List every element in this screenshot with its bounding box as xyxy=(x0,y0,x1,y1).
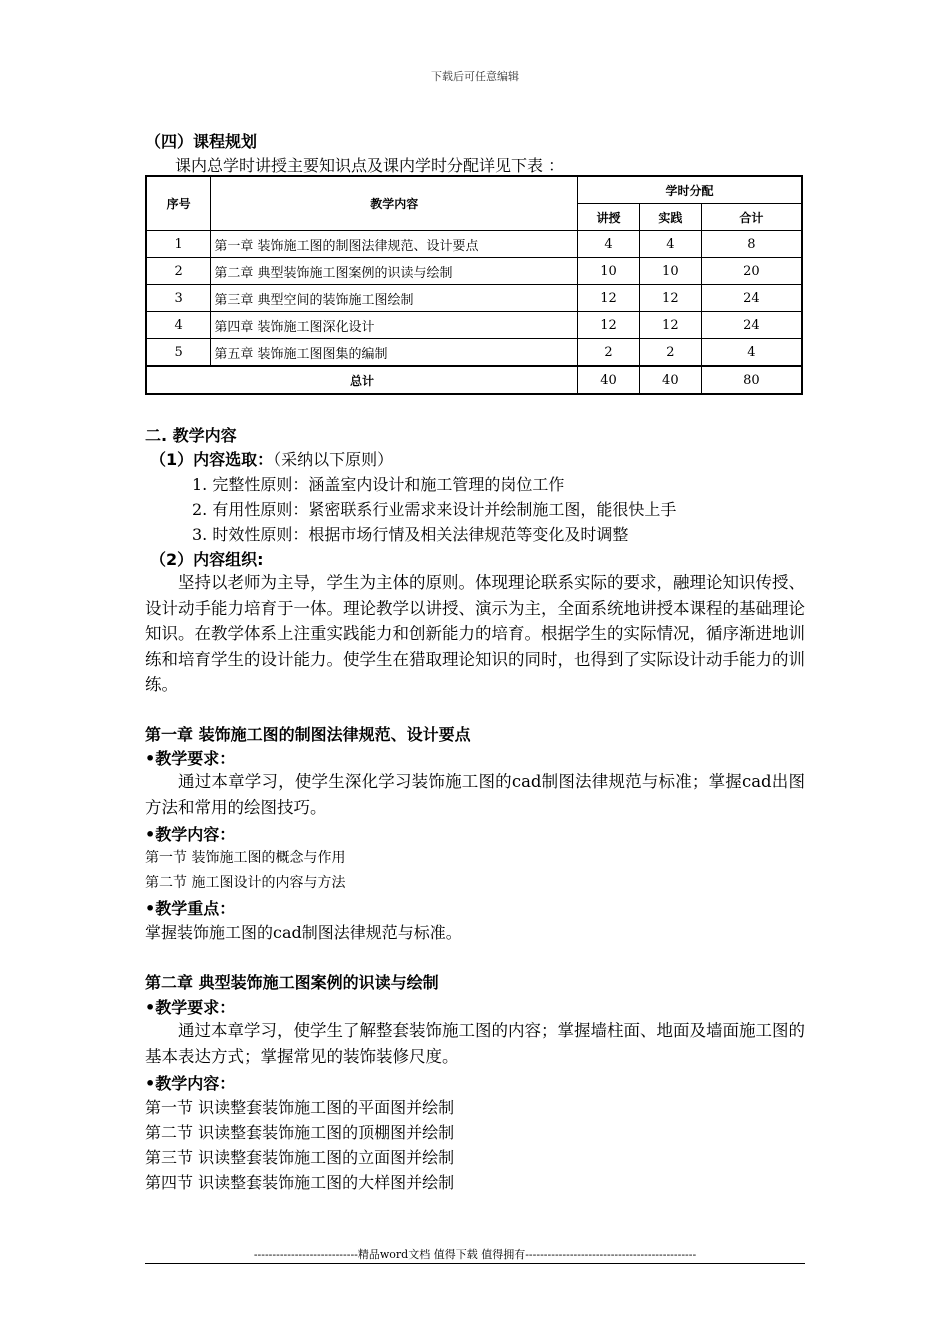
selection-line xyxy=(150,447,393,470)
table-row xyxy=(146,258,802,285)
table-row xyxy=(146,312,802,339)
row-practice: 4 xyxy=(639,231,701,258)
row-no: 4 xyxy=(146,312,211,339)
selection-note: （采纳以下原则） xyxy=(273,450,394,469)
sum-total: 80 xyxy=(701,366,802,394)
chapter2-req-label: •教学要求： xyxy=(145,998,236,1017)
header-practice: 实践 xyxy=(639,204,701,231)
chapter1-section-1: 第一节 装饰施工图的概念与作用 xyxy=(145,850,346,866)
chapter1-req-label: •教学要求： xyxy=(145,749,236,768)
chapter1-focus-label: •教学重点： xyxy=(145,899,236,918)
row-no: 3 xyxy=(146,285,211,312)
row-total: 24 xyxy=(701,312,802,339)
row-lecture: 12 xyxy=(578,312,640,339)
row-content: 第三章 典型空间的装饰施工图绘制 xyxy=(211,285,578,312)
course-plan-table xyxy=(145,175,803,395)
selection-label: （1）内容选取： xyxy=(150,450,274,469)
row-lecture: 12 xyxy=(578,285,640,312)
principle-1: 1. 完整性原则：涵盖室内设计和施工管理的岗位工作 xyxy=(192,475,565,494)
organization-label: （2）内容组织: xyxy=(150,550,264,569)
row-practice: 10 xyxy=(639,258,701,285)
row-total: 8 xyxy=(701,231,802,258)
sum-practice: 40 xyxy=(639,366,701,394)
chapter2-section-3: 第三节 识读整套装饰施工图的立面图并绘制 xyxy=(145,1148,455,1167)
sum-label: 总计 xyxy=(146,366,578,394)
chapter2-section-4: 第四节 识读整套装饰施工图的大样图并绘制 xyxy=(145,1173,455,1192)
page-footer: ----------------------------精品word文档 值得下载 值得拥有---------------------------------------------- xyxy=(253,1248,697,1261)
row-practice: 12 xyxy=(639,312,701,339)
row-practice: 12 xyxy=(639,285,701,312)
chapter1-req-text: 通过本章学习，使学生深化学习装饰施工图的cad制图法律规范与标准；掌握cad出图方法和常用的绘图技巧。 xyxy=(145,772,805,817)
row-lecture: 10 xyxy=(578,258,640,285)
principle-3: 3. 时效性原则：根据市场行情及相关法律规范等变化及时调整 xyxy=(192,525,629,544)
table-sum-row xyxy=(146,366,802,394)
row-content: 第五章 装饰施工图图集的编制 xyxy=(211,339,578,367)
sum-lecture: 40 xyxy=(578,366,640,394)
row-no: 2 xyxy=(146,258,211,285)
page-header: 下载后可任意编辑 xyxy=(431,70,519,83)
chapter2-content-label: •教学内容： xyxy=(145,1074,236,1093)
principle-2: 2. 有用性原则：紧密联系行业需求来设计并绘制施工图，能很快上手 xyxy=(192,500,677,519)
chapter1-section-2: 第二节 施工图设计的内容与方法 xyxy=(145,875,346,891)
row-content: 第二章 典型装饰施工图案例的识读与绘制 xyxy=(211,258,578,285)
row-total: 4 xyxy=(701,339,802,367)
section-title-course-plan: （四）课程规划 xyxy=(145,132,258,151)
section-title-teaching: 二. 教学内容 xyxy=(145,426,237,445)
chapter2-title: 第二章 典型装饰施工图案例的识读与绘制 xyxy=(145,973,439,992)
organization-paragraph: 坚持以老师为主导，学生为主体的原则。体现理论联系实际的要求，融理论知识传授、设计动手能力培育于一体。理论教学以讲授、演示为主，全面系统地讲授本课程的基础理论知识。在教学体系上注重实践能力和创新能力的培育。根据学生的实际情况，循序渐进地训练和培育学生的设计能力。使学生在猎取理论知识的同时，也得到了实际设计动手能力的训练。 xyxy=(145,573,805,694)
row-lecture: 4 xyxy=(578,231,640,258)
header-hours: 学时分配 xyxy=(578,176,802,204)
chapter1-focus-text: 掌握装饰施工图的cad制图法律规范与标准。 xyxy=(145,923,462,942)
chapter1-title: 第一章 装饰施工图的制图法律规范、设计要点 xyxy=(145,725,471,744)
row-no: 5 xyxy=(146,339,211,367)
row-practice: 2 xyxy=(639,339,701,367)
table-row xyxy=(146,339,802,367)
chapter2-section-1: 第一节 识读整套装饰施工图的平面图并绘制 xyxy=(145,1098,455,1117)
footer-rule xyxy=(145,1263,805,1264)
table-row xyxy=(146,285,802,312)
row-no: 1 xyxy=(146,231,211,258)
chapter2-req-text: 通过本章学习，使学生了解整套装饰施工图的内容；掌握墙柱面、地面及墙面施工图的基本表达方式；掌握常见的装饰装修尺度。 xyxy=(145,1021,805,1066)
chapter2-section-2: 第二节 识读整套装饰施工图的顶棚图并绘制 xyxy=(145,1123,455,1142)
header-no: 序号 xyxy=(146,176,211,231)
row-total: 20 xyxy=(701,258,802,285)
header-lecture: 讲授 xyxy=(578,204,640,231)
table-row xyxy=(146,231,802,258)
row-content: 第四章 装饰施工图深化设计 xyxy=(211,312,578,339)
row-total: 24 xyxy=(701,285,802,312)
header-content: 教学内容 xyxy=(211,176,578,231)
row-content: 第一章 装饰施工图的制图法律规范、设计要点 xyxy=(211,231,578,258)
course-plan-intro: 课内总学时讲授主要知识点及课内学时分配详见下表 ： xyxy=(175,156,565,175)
chapter1-content-label: •教学内容： xyxy=(145,825,236,844)
header-total: 合计 xyxy=(701,204,802,231)
row-lecture: 2 xyxy=(578,339,640,367)
